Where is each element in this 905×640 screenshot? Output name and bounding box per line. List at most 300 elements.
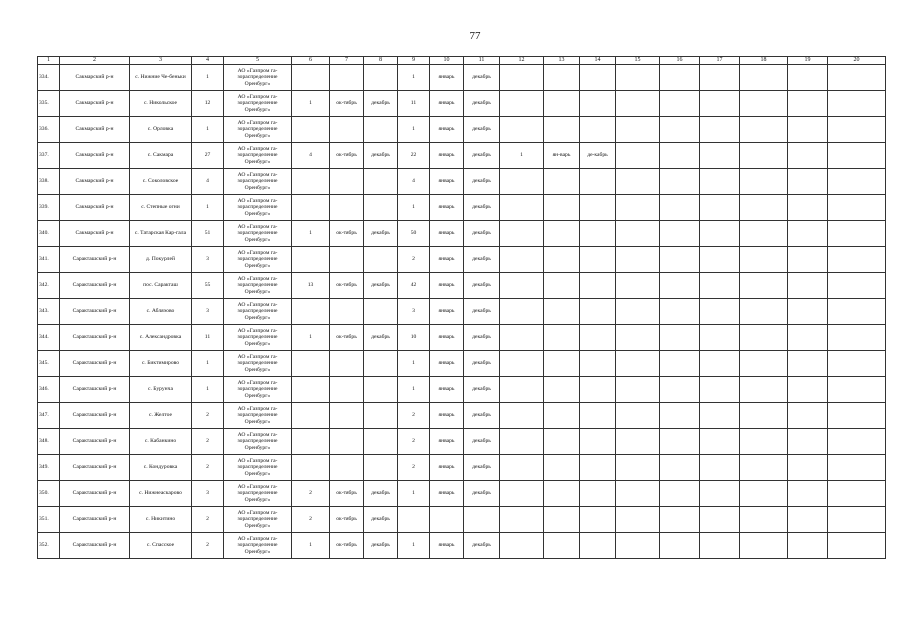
cell-empty <box>788 455 828 481</box>
cell-c11: декабрь <box>464 91 500 117</box>
cell-c11: декабрь <box>464 429 500 455</box>
cell-empty <box>660 65 700 91</box>
cell-c10: январь <box>430 455 464 481</box>
cell-c13 <box>544 117 580 143</box>
cell-district: Саракташский р-н <box>60 351 130 377</box>
cell-empty <box>740 377 788 403</box>
cell-village: с. Нижние Че-беньки <box>130 65 192 91</box>
cell-empty <box>660 247 700 273</box>
cell-c7: ок-тябрь <box>330 481 364 507</box>
cell-c9: 22 <box>398 143 430 169</box>
cell-c6: 1 <box>292 533 330 559</box>
cell-c7 <box>330 169 364 195</box>
cell-empty <box>788 481 828 507</box>
cell-org: АО «Газпром га-зораспределение Оренбург» <box>224 325 292 351</box>
cell-c4: 2 <box>192 403 224 429</box>
cell-c6 <box>292 117 330 143</box>
cell-org: АО «Газпром га-зораспределение Оренбург» <box>224 195 292 221</box>
cell-empty <box>616 117 660 143</box>
cell-c11: декабрь <box>464 221 500 247</box>
cell-empty <box>740 273 788 299</box>
cell-c13 <box>544 299 580 325</box>
cell-empty <box>700 65 740 91</box>
cell-empty <box>740 325 788 351</box>
cell-empty <box>660 455 700 481</box>
cell-c14 <box>580 221 616 247</box>
cell-c8: декабрь <box>364 533 398 559</box>
cell-num: 350. <box>38 481 60 507</box>
cell-c6 <box>292 455 330 481</box>
cell-empty <box>616 273 660 299</box>
cell-c4: 55 <box>192 273 224 299</box>
cell-c6 <box>292 377 330 403</box>
cell-empty <box>788 403 828 429</box>
cell-c13 <box>544 533 580 559</box>
cell-c13 <box>544 273 580 299</box>
cell-c14 <box>580 325 616 351</box>
cell-empty <box>700 533 740 559</box>
cell-c7 <box>330 65 364 91</box>
cell-c12 <box>500 481 544 507</box>
cell-c13 <box>544 429 580 455</box>
cell-num: 346. <box>38 377 60 403</box>
table-row <box>38 299 886 325</box>
cell-c9: 1 <box>398 351 430 377</box>
cell-district: Саракташский р-н <box>60 429 130 455</box>
cell-empty <box>660 429 700 455</box>
cell-village: с. Александровка <box>130 325 192 351</box>
cell-c9: 4 <box>398 169 430 195</box>
cell-empty <box>616 169 660 195</box>
cell-num: 352. <box>38 533 60 559</box>
cell-c11: декабрь <box>464 117 500 143</box>
cell-empty <box>788 169 828 195</box>
cell-c11: декабрь <box>464 273 500 299</box>
cell-c6 <box>292 195 330 221</box>
cell-empty <box>788 143 828 169</box>
cell-village: с. Соколовское <box>130 169 192 195</box>
cell-org: АО «Газпром га-зораспределение Оренбург» <box>224 117 292 143</box>
cell-empty <box>740 403 788 429</box>
cell-c14 <box>580 65 616 91</box>
cell-c9: 2 <box>398 429 430 455</box>
cell-empty <box>660 273 700 299</box>
cell-empty <box>828 91 886 117</box>
cell-c11: декабрь <box>464 169 500 195</box>
cell-org: АО «Газпром га-зораспределение Оренбург» <box>224 377 292 403</box>
cell-empty <box>740 195 788 221</box>
column-header: 1 <box>38 57 60 65</box>
cell-c7: ок-тябрь <box>330 91 364 117</box>
cell-empty <box>660 403 700 429</box>
cell-c4: 2 <box>192 533 224 559</box>
cell-c4: 27 <box>192 143 224 169</box>
cell-c12 <box>500 455 544 481</box>
table-row <box>38 533 886 559</box>
cell-org: АО «Газпром га-зораспределение Оренбург» <box>224 455 292 481</box>
cell-c4: 1 <box>192 351 224 377</box>
cell-empty <box>660 169 700 195</box>
cell-empty <box>740 91 788 117</box>
cell-empty <box>828 325 886 351</box>
cell-c9: 10 <box>398 325 430 351</box>
cell-c7 <box>330 247 364 273</box>
cell-empty <box>828 195 886 221</box>
cell-empty <box>828 351 886 377</box>
cell-c14 <box>580 273 616 299</box>
cell-empty <box>616 403 660 429</box>
table-row <box>38 169 886 195</box>
cell-org: АО «Газпром га-зораспределение Оренбург» <box>224 507 292 533</box>
cell-empty <box>700 481 740 507</box>
cell-empty <box>660 143 700 169</box>
cell-c9: 11 <box>398 91 430 117</box>
cell-empty <box>700 91 740 117</box>
cell-c7: ок-тябрь <box>330 273 364 299</box>
cell-c10: январь <box>430 325 464 351</box>
cell-c9 <box>398 507 430 533</box>
cell-c14 <box>580 117 616 143</box>
cell-c7: ок-тябрь <box>330 143 364 169</box>
cell-empty <box>700 143 740 169</box>
cell-c14 <box>580 195 616 221</box>
column-header: 20 <box>828 57 886 65</box>
cell-empty <box>616 455 660 481</box>
cell-c14 <box>580 481 616 507</box>
cell-c14 <box>580 169 616 195</box>
cell-c14 <box>580 429 616 455</box>
cell-district: Саракташский р-н <box>60 403 130 429</box>
cell-c9: 1 <box>398 533 430 559</box>
page-number: 77 <box>469 30 481 42</box>
cell-district: Сакмарский р-н <box>60 143 130 169</box>
cell-c9: 1 <box>398 117 430 143</box>
cell-empty <box>700 169 740 195</box>
cell-num: 334. <box>38 65 60 91</box>
cell-c10 <box>430 507 464 533</box>
cell-c13 <box>544 169 580 195</box>
cell-c13 <box>544 507 580 533</box>
cell-c6: 13 <box>292 273 330 299</box>
cell-c8: декабрь <box>364 273 398 299</box>
cell-empty <box>660 351 700 377</box>
cell-village: с. Нижнеаскарово <box>130 481 192 507</box>
cell-c6 <box>292 247 330 273</box>
cell-district: Саракташский р-н <box>60 325 130 351</box>
column-header: 7 <box>330 57 364 65</box>
cell-district: Сакмарский р-н <box>60 221 130 247</box>
cell-c7: ок-тябрь <box>330 507 364 533</box>
table-row <box>38 65 886 91</box>
column-header: 11 <box>464 57 500 65</box>
cell-empty <box>740 143 788 169</box>
cell-district: Сакмарский р-н <box>60 65 130 91</box>
cell-c12 <box>500 273 544 299</box>
cell-c10: январь <box>430 143 464 169</box>
cell-empty <box>660 221 700 247</box>
cell-empty <box>616 533 660 559</box>
cell-village: с. Орловка <box>130 117 192 143</box>
column-header: 10 <box>430 57 464 65</box>
cell-c10: январь <box>430 273 464 299</box>
cell-empty <box>616 91 660 117</box>
cell-c10: январь <box>430 377 464 403</box>
cell-c8: декабрь <box>364 507 398 533</box>
cell-c10: январь <box>430 403 464 429</box>
cell-c8 <box>364 247 398 273</box>
cell-org: АО «Газпром га-зораспределение Оренбург» <box>224 65 292 91</box>
cell-empty <box>660 299 700 325</box>
cell-c11: декабрь <box>464 143 500 169</box>
cell-c13 <box>544 221 580 247</box>
cell-empty <box>828 429 886 455</box>
cell-village: с. Абляэово <box>130 299 192 325</box>
cell-c7 <box>330 455 364 481</box>
cell-empty <box>828 221 886 247</box>
table-row <box>38 429 886 455</box>
cell-empty <box>828 247 886 273</box>
cell-empty <box>788 351 828 377</box>
column-header: 8 <box>364 57 398 65</box>
cell-empty <box>660 195 700 221</box>
cell-c12 <box>500 325 544 351</box>
cell-c9: 3 <box>398 299 430 325</box>
cell-c7 <box>330 377 364 403</box>
cell-num: 343. <box>38 299 60 325</box>
cell-c7: ок-тябрь <box>330 533 364 559</box>
cell-empty <box>740 299 788 325</box>
cell-c10: январь <box>430 221 464 247</box>
cell-c12 <box>500 91 544 117</box>
table-row <box>38 403 886 429</box>
cell-c13 <box>544 377 580 403</box>
cell-empty <box>616 65 660 91</box>
cell-c11: декабрь <box>464 377 500 403</box>
cell-empty <box>616 507 660 533</box>
cell-c6 <box>292 351 330 377</box>
cell-c4: 1 <box>192 195 224 221</box>
cell-c7 <box>330 299 364 325</box>
cell-c14 <box>580 507 616 533</box>
cell-empty <box>828 299 886 325</box>
cell-c4: 2 <box>192 507 224 533</box>
cell-c13 <box>544 403 580 429</box>
cell-c10: январь <box>430 247 464 273</box>
cell-district: Саракташский р-н <box>60 455 130 481</box>
cell-empty <box>700 117 740 143</box>
cell-village: с. Биктимирово <box>130 351 192 377</box>
cell-empty <box>740 65 788 91</box>
column-header: 16 <box>660 57 700 65</box>
table-row <box>38 455 886 481</box>
cell-c4: 2 <box>192 429 224 455</box>
cell-empty <box>616 247 660 273</box>
cell-village: с. Кабанкино <box>130 429 192 455</box>
cell-c12 <box>500 247 544 273</box>
cell-empty <box>700 247 740 273</box>
cell-district: Сакмарский р-н <box>60 169 130 195</box>
cell-c6: 2 <box>292 507 330 533</box>
cell-org: АО «Газпром га-зораспределение Оренбург» <box>224 351 292 377</box>
cell-empty <box>828 143 886 169</box>
cell-num: 342. <box>38 273 60 299</box>
cell-c14: де-кабрь <box>580 143 616 169</box>
cell-village: с. Степные огни <box>130 195 192 221</box>
cell-c6: 4 <box>292 143 330 169</box>
cell-c11: декабрь <box>464 481 500 507</box>
cell-c6 <box>292 403 330 429</box>
cell-c4: 11 <box>192 325 224 351</box>
cell-village: с. Бурунча <box>130 377 192 403</box>
cell-district: Саракташский р-н <box>60 247 130 273</box>
cell-c11: декабрь <box>464 533 500 559</box>
cell-village: с. Спасское <box>130 533 192 559</box>
cell-num: 340. <box>38 221 60 247</box>
column-header: 6 <box>292 57 330 65</box>
cell-empty <box>828 377 886 403</box>
cell-c4: 1 <box>192 377 224 403</box>
cell-c12 <box>500 377 544 403</box>
cell-village: пос. Саракташ <box>130 273 192 299</box>
column-header: 17 <box>700 57 740 65</box>
cell-org: АО «Газпром га-зораспределение Оренбург» <box>224 299 292 325</box>
cell-c6 <box>292 169 330 195</box>
cell-empty <box>616 351 660 377</box>
cell-empty <box>700 403 740 429</box>
table-row <box>38 507 886 533</box>
cell-c11: декабрь <box>464 455 500 481</box>
cell-c8 <box>364 403 398 429</box>
cell-org: АО «Газпром га-зораспределение Оренбург» <box>224 91 292 117</box>
cell-empty <box>700 195 740 221</box>
cell-district: Саракташский р-н <box>60 533 130 559</box>
cell-district: Сакмарский р-н <box>60 117 130 143</box>
cell-num: 347. <box>38 403 60 429</box>
cell-empty <box>788 377 828 403</box>
cell-c10: январь <box>430 481 464 507</box>
cell-empty <box>616 377 660 403</box>
cell-c13 <box>544 325 580 351</box>
cell-c7 <box>330 403 364 429</box>
cell-c8 <box>364 429 398 455</box>
cell-c13 <box>544 65 580 91</box>
cell-c10: январь <box>430 65 464 91</box>
cell-empty <box>616 143 660 169</box>
cell-empty <box>660 533 700 559</box>
cell-c7 <box>330 117 364 143</box>
cell-empty <box>828 481 886 507</box>
cell-empty <box>660 91 700 117</box>
cell-empty <box>788 117 828 143</box>
cell-c12 <box>500 65 544 91</box>
cell-num: 344. <box>38 325 60 351</box>
cell-org: АО «Газпром га-зораспределение Оренбург» <box>224 221 292 247</box>
table-row <box>38 195 886 221</box>
cell-c4: 51 <box>192 221 224 247</box>
cell-org: АО «Газпром га-зораспределение Оренбург» <box>224 247 292 273</box>
cell-empty <box>616 221 660 247</box>
cell-c9: 1 <box>398 377 430 403</box>
cell-c12 <box>500 221 544 247</box>
cell-empty <box>828 507 886 533</box>
cell-c4: 3 <box>192 299 224 325</box>
cell-village: с. Никитино <box>130 507 192 533</box>
cell-c14 <box>580 455 616 481</box>
cell-c11: декабрь <box>464 351 500 377</box>
cell-empty <box>700 455 740 481</box>
cell-empty <box>828 65 886 91</box>
cell-c8 <box>364 169 398 195</box>
cell-empty <box>828 273 886 299</box>
cell-district: Сакмарский р-н <box>60 91 130 117</box>
cell-empty <box>788 325 828 351</box>
cell-c4: 1 <box>192 117 224 143</box>
table-row <box>38 221 886 247</box>
cell-c8: декабрь <box>364 91 398 117</box>
cell-c11: декабрь <box>464 325 500 351</box>
cell-c8: декабрь <box>364 325 398 351</box>
cell-empty <box>616 299 660 325</box>
cell-c12: 1 <box>500 143 544 169</box>
cell-empty <box>828 403 886 429</box>
cell-c12 <box>500 403 544 429</box>
cell-empty <box>660 481 700 507</box>
cell-empty <box>740 221 788 247</box>
cell-c12 <box>500 169 544 195</box>
cell-num: 337. <box>38 143 60 169</box>
cell-num: 341. <box>38 247 60 273</box>
cell-c9: 50 <box>398 221 430 247</box>
cell-num: 351. <box>38 507 60 533</box>
table-row <box>38 117 886 143</box>
cell-c4: 4 <box>192 169 224 195</box>
cell-c8 <box>364 195 398 221</box>
cell-c12 <box>500 299 544 325</box>
cell-empty <box>740 169 788 195</box>
cell-c13 <box>544 91 580 117</box>
cell-empty <box>788 221 828 247</box>
cell-empty <box>788 91 828 117</box>
cell-org: АО «Газпром га-зораспределение Оренбург» <box>224 533 292 559</box>
cell-c8 <box>364 117 398 143</box>
cell-c12 <box>500 507 544 533</box>
cell-num: 336. <box>38 117 60 143</box>
cell-num: 345. <box>38 351 60 377</box>
cell-village: с. Татарская Кар-гала <box>130 221 192 247</box>
cell-empty <box>700 273 740 299</box>
cell-c13 <box>544 481 580 507</box>
column-header: 13 <box>544 57 580 65</box>
cell-empty <box>660 377 700 403</box>
cell-empty <box>740 455 788 481</box>
table-row <box>38 143 886 169</box>
cell-org: АО «Газпром га-зораспределение Оренбург» <box>224 143 292 169</box>
cell-empty <box>700 351 740 377</box>
cell-c13 <box>544 351 580 377</box>
cell-c11: декабрь <box>464 195 500 221</box>
cell-c7 <box>330 351 364 377</box>
cell-c13 <box>544 247 580 273</box>
table-row <box>38 273 886 299</box>
cell-empty <box>660 507 700 533</box>
cell-c8: декабрь <box>364 221 398 247</box>
cell-c8 <box>364 455 398 481</box>
cell-c14 <box>580 91 616 117</box>
cell-c4: 3 <box>192 247 224 273</box>
cell-empty <box>700 221 740 247</box>
cell-empty <box>740 533 788 559</box>
cell-c6 <box>292 65 330 91</box>
